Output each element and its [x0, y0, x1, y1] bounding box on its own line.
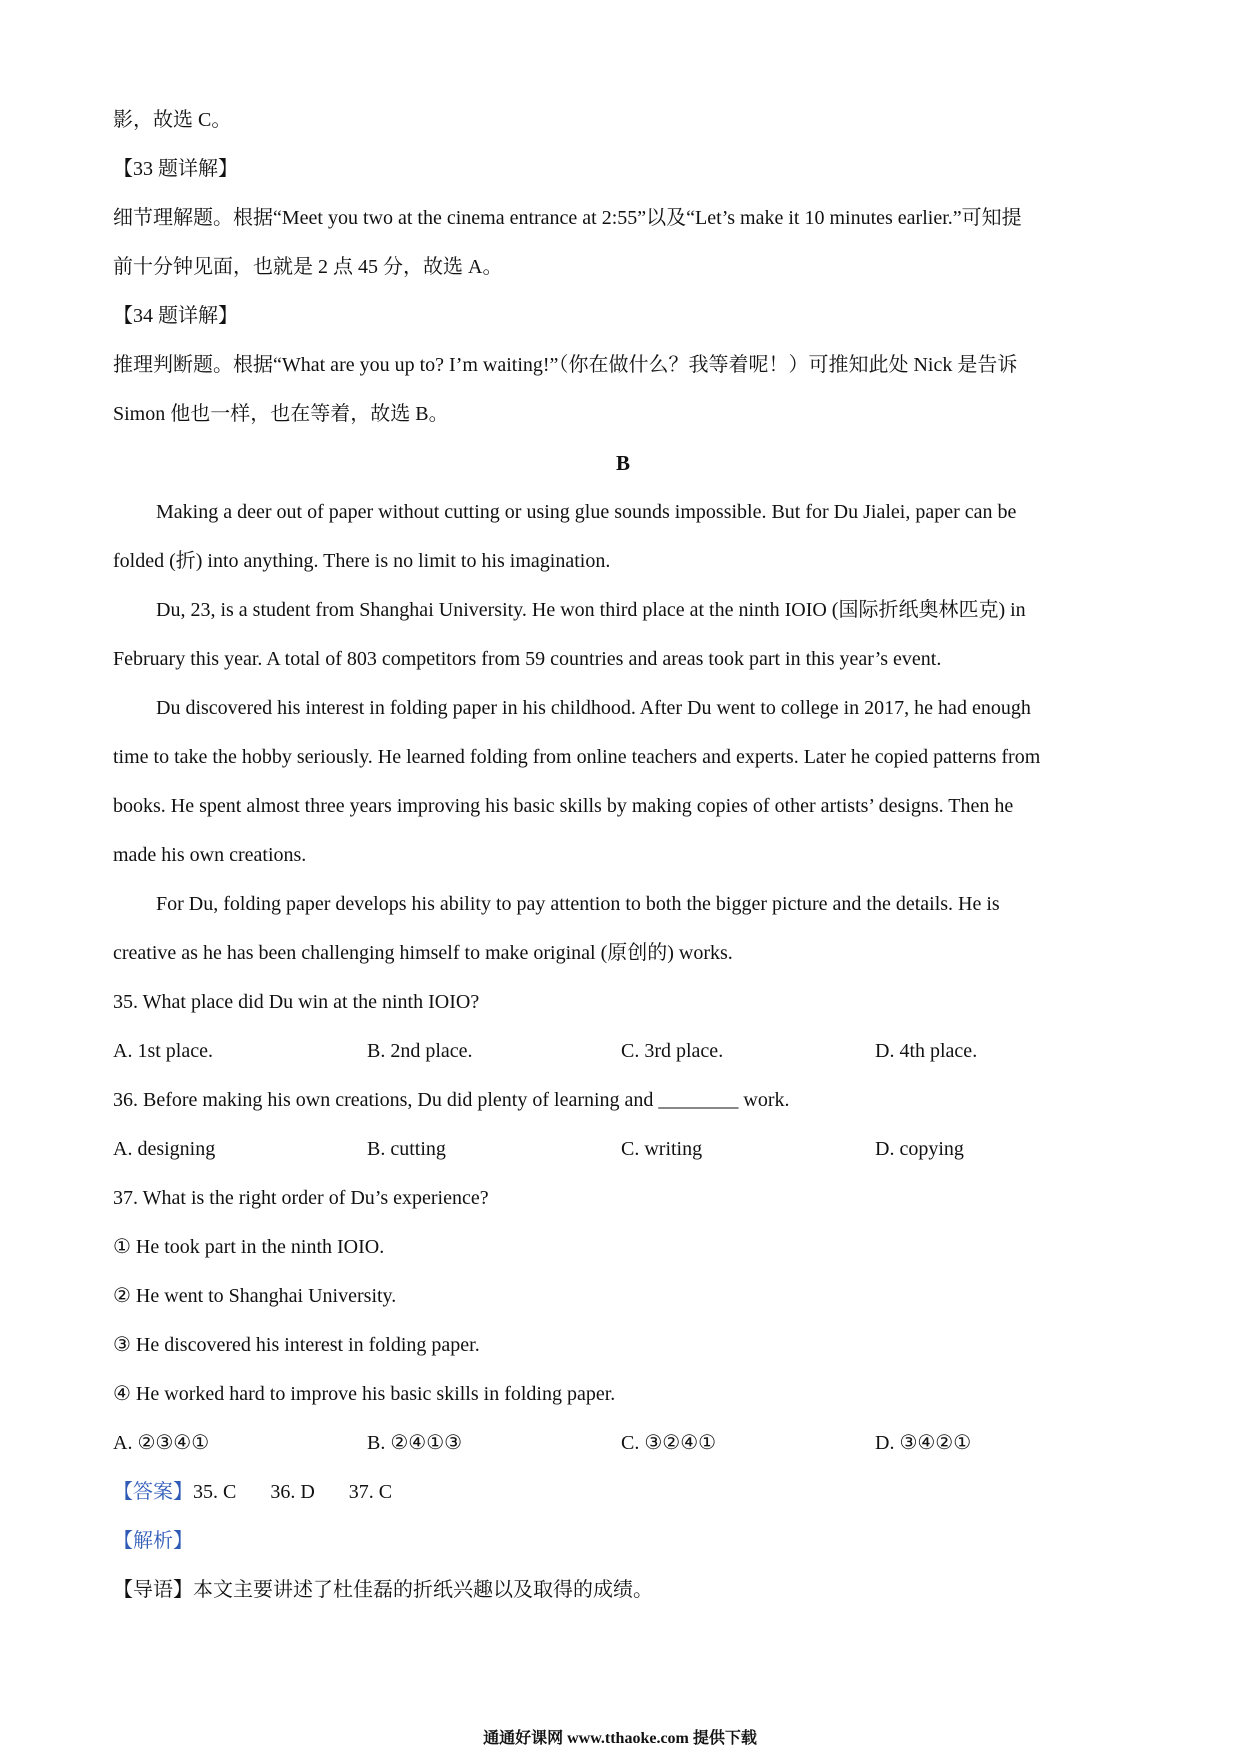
footer-download-text: 提供下载	[692, 1730, 757, 1747]
answer-line	[113, 1468, 1133, 1517]
q37-option-b: B. ②④①③	[367, 1432, 463, 1454]
q36-option-a: A. designing	[113, 1138, 216, 1160]
q36-options	[113, 1125, 1133, 1174]
q37-option-c: C. ③②④①	[621, 1432, 717, 1454]
q37-item-1: ① He took part in the ninth IOIO.	[113, 1236, 385, 1258]
guide-line	[113, 1566, 1133, 1615]
passage-p1-line-2: folded (折) into anything. There is no limit to his imagination.	[113, 550, 611, 572]
q33-header: 【33 题详解】	[113, 158, 238, 180]
q33-explanation-line-2: 前十分钟见面，也就是 2 点 45 分，故选 A。	[113, 256, 503, 278]
q34-explanation-line-1: 推理判断题。根据“What are you up to? I’m waiting!”（你在做什么？我等着呢！）可推知此处 Nick 是告诉	[113, 354, 1018, 376]
answer-35: 35. C	[193, 1481, 237, 1503]
q37-item-4: ④ He worked hard to improve his basic skills in folding paper.	[113, 1383, 616, 1405]
q35-option-c: C. 3rd place.	[621, 1040, 724, 1062]
passage-p2-line-1: Du, 23, is a student from Shanghai University. He won third place at the ninth IOIO (国际折纸奥林匹克) in	[156, 599, 1026, 621]
text-line: 影，故选 C。	[113, 109, 232, 131]
question-35: 35. What place did Du win at the ninth IOIO?	[113, 991, 480, 1013]
passage-p3-line-4: made his own creations.	[113, 844, 307, 866]
q35-option-a: A. 1st place.	[113, 1040, 213, 1062]
q36-option-c: C. writing	[621, 1138, 703, 1160]
q37-item-3: ③ He discovered his interest in folding paper.	[113, 1334, 480, 1356]
q36-option-b: B. cutting	[367, 1138, 446, 1160]
footer-site-name: 通通好课网	[483, 1730, 564, 1747]
passage-p4-line-1: For Du, folding paper develops his ability to pay attention to both the bigger picture and the details. He is	[156, 893, 1000, 915]
q35-option-d: D. 4th place.	[875, 1040, 978, 1062]
q36-option-d: D. copying	[875, 1138, 964, 1160]
q37-option-d: D. ③④②①	[875, 1432, 972, 1454]
q35-option-b: B. 2nd place.	[367, 1040, 473, 1062]
answer-36: 36. D	[270, 1481, 315, 1503]
q33-explanation-line-1: 细节理解题。根据“Meet you two at the cinema entrance at 2:55”以及“Let’s make it 10 minutes earlier.”可知提	[113, 207, 1022, 229]
guide-label: 【导语】	[113, 1579, 193, 1601]
q37-item-2: ② He went to Shanghai University.	[113, 1285, 397, 1307]
page-footer	[0, 1725, 1240, 1748]
section-title: B	[615, 451, 630, 475]
q35-options	[113, 1027, 1133, 1076]
q34-header: 【34 题详解】	[113, 305, 238, 327]
q34-explanation-line-2: Simon 他也一样，也在等着，故选 B。	[113, 403, 449, 425]
answer-label: 【答案】	[113, 1481, 193, 1503]
analysis-label: 【解析】	[113, 1530, 193, 1552]
document-page	[113, 96, 1133, 1615]
question-36: 36. Before making his own creations, Du did plenty of learning and ________ work.	[113, 1089, 790, 1111]
passage-p3-line-3: books. He spent almost three years improving his basic skills by making copies of other artists’ designs. Then he	[113, 795, 1014, 817]
passage-p3-line-1: Du discovered his interest in folding paper in his childhood. After Du went to college in 2017, he had enough	[156, 697, 1031, 719]
question-37: 37. What is the right order of Du’s experience?	[113, 1187, 489, 1209]
q37-options	[113, 1419, 1133, 1468]
footer-url[interactable]: www.tthaoke.com	[567, 1730, 689, 1747]
answer-37: 37. C	[348, 1481, 393, 1503]
guide-text: 本文主要讲述了杜佳磊的折纸兴趣以及取得的成绩。	[193, 1579, 653, 1601]
passage-p4-line-2: creative as he has been challenging himself to make original (原创的) works.	[113, 942, 733, 964]
q37-option-a: A. ②③④①	[113, 1432, 210, 1454]
passage-p2-line-2: February this year. A total of 803 competitors from 59 countries and areas took part in this year’s event.	[113, 648, 942, 670]
passage-p3-line-2: time to take the hobby seriously. He learned folding from online teachers and experts. Later he copied patterns from	[113, 746, 1041, 768]
passage-p1-line-1: Making a deer out of paper without cutting or using glue sounds impossible. But for Du Jialei, paper can be	[156, 501, 1017, 523]
